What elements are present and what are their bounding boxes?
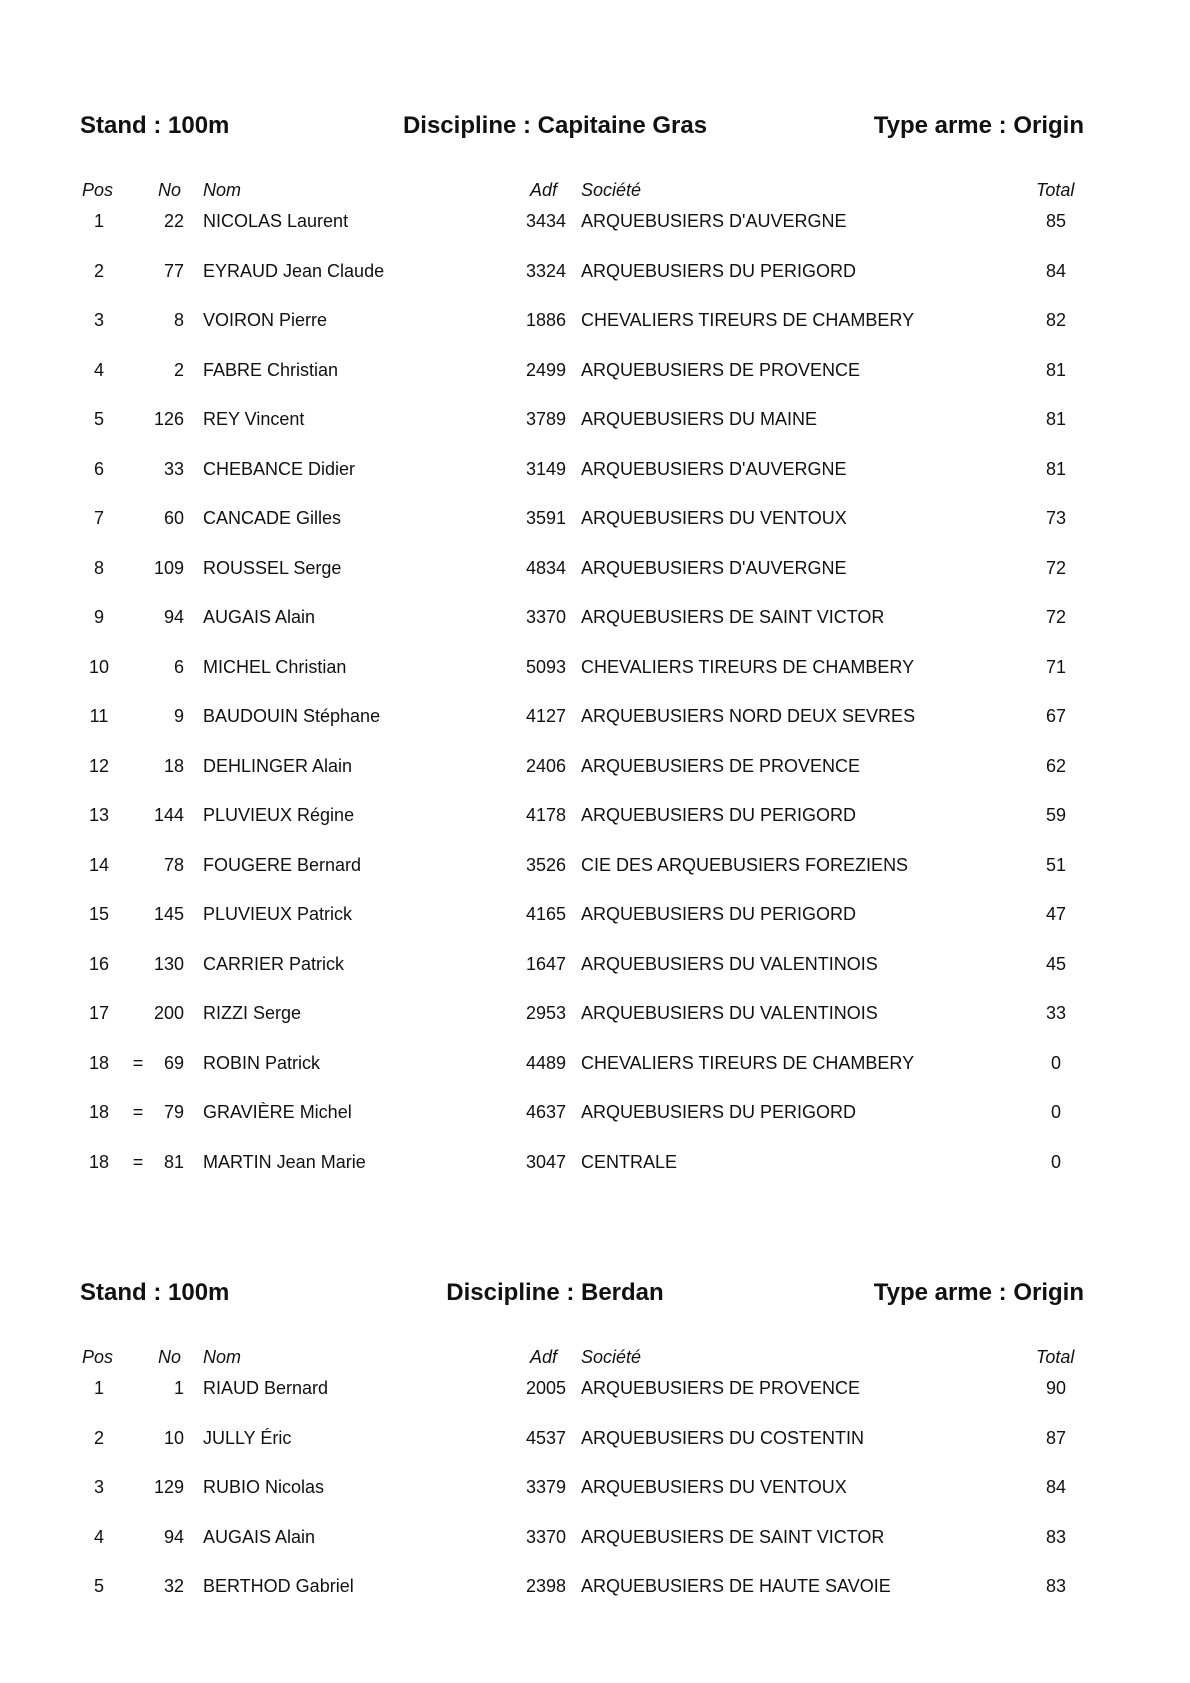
bib-number-cell: 130 [153, 953, 184, 974]
table-row [0, 506, 1190, 556]
position-cell: 15 [88, 904, 110, 924]
bib-number-cell: 33 [163, 458, 184, 479]
table-row [0, 952, 1190, 1002]
table-row [0, 1150, 1190, 1200]
total-cell: 90 [1045, 1378, 1067, 1398]
total-cell: 0 [1050, 1151, 1061, 1172]
table-row [0, 902, 1190, 952]
position-cell: 3 [93, 1477, 104, 1497]
name-cell: CANCADE Gilles [203, 508, 342, 528]
section-heading [0, 112, 1190, 148]
club-cell: ARQUEBUSIERS DU PERIGORD [581, 805, 857, 825]
section-heading [0, 1279, 1190, 1315]
bib-number-cell: 129 [153, 1477, 184, 1497]
bib-number-cell: 94 [163, 1526, 184, 1547]
col-header-adf: Adf [530, 180, 558, 200]
club-cell: ARQUEBUSIERS D'AUVERGNE [581, 458, 847, 479]
weapon-type-label: Type arme : Origin [873, 1279, 1084, 1306]
adf-cell: 3149 [525, 458, 566, 479]
table-row [0, 1475, 1190, 1525]
adf-cell: 3434 [525, 211, 566, 231]
club-cell: ARQUEBUSIERS DU VALENTINOIS [581, 953, 878, 974]
table-row [0, 209, 1190, 259]
name-cell: RUBIO Nicolas [203, 1477, 325, 1497]
club-cell: ARQUEBUSIERS DE PROVENCE [581, 359, 861, 380]
results-section-berdan [0, 1279, 1190, 1624]
total-cell: 62 [1045, 755, 1067, 776]
bib-number-cell: 8 [173, 310, 184, 330]
col-header-total: Total [1036, 180, 1075, 200]
bib-number-cell: 200 [153, 1003, 184, 1023]
position-cell: 1 [93, 211, 104, 231]
col-header-no: No [158, 180, 182, 200]
adf-cell: 2398 [525, 1576, 566, 1596]
position-cell: 18 [88, 1052, 110, 1073]
name-cell: NICOLAS Laurent [203, 211, 349, 231]
results-list [0, 1376, 1190, 1624]
adf-cell: 1886 [525, 310, 566, 330]
bib-number-cell: 2 [173, 359, 184, 380]
club-cell: ARQUEBUSIERS DU VENTOUX [581, 508, 847, 528]
table-row [0, 308, 1190, 358]
discipline-label: Discipline : Berdan [446, 1279, 664, 1306]
total-cell: 82 [1045, 310, 1067, 330]
adf-cell: 3370 [525, 1526, 566, 1547]
position-cell: 9 [93, 607, 104, 627]
table-row [0, 1376, 1190, 1426]
club-cell: ARQUEBUSIERS D'AUVERGNE [581, 557, 847, 578]
club-cell: CIE DES ARQUEBUSIERS FOREZIENS [581, 854, 909, 875]
name-cell: CARRIER Patrick [203, 953, 345, 974]
name-cell: CHEBANCE Didier [203, 458, 356, 479]
bib-number-cell: 10 [163, 1427, 184, 1448]
club-cell: ARQUEBUSIERS DE PROVENCE [581, 755, 861, 776]
table-row [0, 1051, 1190, 1101]
bib-number-cell: 78 [163, 854, 184, 875]
total-cell: 47 [1045, 904, 1067, 924]
results-list [0, 209, 1190, 1199]
name-cell: REY Vincent [203, 409, 305, 429]
table-row [0, 1525, 1190, 1575]
total-cell: 81 [1045, 409, 1067, 429]
position-cell: 14 [88, 854, 110, 875]
position-cell: 16 [88, 953, 110, 974]
name-cell: AUGAIS Alain [203, 607, 316, 627]
table-row [0, 605, 1190, 655]
weapon-type-label: Type arme : Origin [873, 112, 1084, 139]
bib-number-cell: 145 [153, 904, 184, 924]
adf-cell: 3789 [525, 409, 566, 429]
bib-number-cell: 94 [163, 607, 184, 627]
bib-number-cell: 69 [163, 1052, 184, 1073]
name-cell: BERTHOD Gabriel [203, 1576, 354, 1596]
tie-marker: = [132, 1151, 144, 1172]
position-cell: 17 [88, 1003, 110, 1023]
table-row [0, 556, 1190, 606]
adf-cell: 4637 [525, 1102, 566, 1122]
col-header-no: No [158, 1347, 182, 1367]
club-cell: ARQUEBUSIERS DU PERIGORD [581, 904, 857, 924]
column-header-row [0, 178, 1190, 202]
adf-cell: 4489 [525, 1052, 566, 1073]
bib-number-cell: 77 [163, 260, 184, 281]
position-cell: 2 [93, 1427, 104, 1448]
name-cell: EYRAUD Jean Claude [203, 260, 385, 281]
name-cell: BAUDOUIN Stéphane [203, 706, 381, 726]
total-cell: 83 [1045, 1576, 1067, 1596]
results-section-capitaine-gras [0, 112, 1190, 1199]
position-cell: 8 [93, 557, 104, 578]
discipline-label: Discipline : Capitaine Gras [402, 112, 708, 139]
stand-label: Stand : 100m [80, 112, 230, 139]
club-cell: ARQUEBUSIERS DE SAINT VICTOR [581, 607, 885, 627]
stand-label: Stand : 100m [80, 1279, 230, 1306]
adf-cell: 3379 [525, 1477, 566, 1497]
position-cell: 12 [88, 755, 110, 776]
total-cell: 33 [1045, 1003, 1067, 1023]
table-row [0, 655, 1190, 705]
club-cell: ARQUEBUSIERS DU PERIGORD [581, 260, 857, 281]
position-cell: 7 [93, 508, 104, 528]
club-cell: ARQUEBUSIERS D'AUVERGNE [581, 211, 847, 231]
table-row [0, 1001, 1190, 1051]
position-cell: 6 [93, 458, 104, 479]
table-row [0, 704, 1190, 754]
adf-cell: 4537 [525, 1427, 566, 1448]
adf-cell: 3324 [525, 260, 566, 281]
table-row [0, 259, 1190, 309]
table-row [0, 1574, 1190, 1624]
position-cell: 2 [93, 260, 104, 281]
name-cell: FABRE Christian [203, 359, 339, 380]
bib-number-cell: 1 [173, 1378, 184, 1398]
club-cell: ARQUEBUSIERS DU COSTENTIN [581, 1427, 865, 1448]
club-cell: ARQUEBUSIERS DE PROVENCE [581, 1378, 861, 1398]
position-cell: 1 [93, 1378, 104, 1398]
table-row [0, 803, 1190, 853]
adf-cell: 5093 [525, 656, 566, 677]
total-cell: 59 [1045, 805, 1067, 825]
adf-cell: 1647 [525, 953, 566, 974]
adf-cell: 4165 [525, 904, 566, 924]
total-cell: 67 [1045, 706, 1067, 726]
name-cell: DEHLINGER Alain [203, 755, 353, 776]
table-row [0, 1426, 1190, 1476]
name-cell: RIAUD Bernard [203, 1378, 329, 1398]
table-row [0, 754, 1190, 804]
bib-number-cell: 79 [163, 1102, 184, 1122]
col-header-pos: Pos [82, 180, 114, 200]
bib-number-cell: 144 [153, 805, 184, 825]
name-cell: RIZZI Serge [203, 1003, 302, 1023]
total-cell: 51 [1045, 854, 1067, 875]
position-cell: 4 [93, 359, 104, 380]
tie-marker: = [132, 1052, 144, 1073]
col-header-societe: Société [581, 180, 642, 200]
total-cell: 71 [1045, 656, 1067, 677]
name-cell: PLUVIEUX Patrick [203, 904, 353, 924]
total-cell: 73 [1045, 508, 1067, 528]
position-cell: 5 [93, 1576, 104, 1596]
position-cell: 4 [93, 1526, 104, 1547]
table-row [0, 1100, 1190, 1150]
bib-number-cell: 9 [173, 706, 184, 726]
name-cell: ROUSSEL Serge [203, 557, 342, 578]
club-cell: CHEVALIERS TIREURS DE CHAMBERY [581, 310, 915, 330]
adf-cell: 4834 [525, 557, 566, 578]
bib-number-cell: 6 [173, 656, 184, 677]
name-cell: MARTIN Jean Marie [203, 1151, 366, 1172]
name-cell: PLUVIEUX Régine [203, 805, 355, 825]
adf-cell: 2406 [525, 755, 566, 776]
position-cell: 10 [88, 656, 110, 677]
club-cell: CHEVALIERS TIREURS DE CHAMBERY [581, 656, 915, 677]
name-cell: AUGAIS Alain [203, 1526, 316, 1547]
col-header-societe: Société [581, 1347, 642, 1367]
total-cell: 0 [1050, 1052, 1061, 1073]
position-cell: 5 [93, 409, 104, 429]
bib-number-cell: 18 [163, 755, 184, 776]
col-header-nom: Nom [203, 1347, 242, 1367]
bib-number-cell: 60 [163, 508, 184, 528]
total-cell: 0 [1050, 1102, 1061, 1122]
bib-number-cell: 22 [163, 211, 184, 231]
club-cell: CENTRALE [581, 1151, 678, 1172]
total-cell: 84 [1045, 260, 1067, 281]
bib-number-cell: 32 [163, 1576, 184, 1596]
bib-number-cell: 126 [153, 409, 184, 429]
adf-cell: 3370 [525, 607, 566, 627]
name-cell: ROBIN Patrick [203, 1052, 321, 1073]
club-cell: ARQUEBUSIERS DU PERIGORD [581, 1102, 857, 1122]
adf-cell: 4178 [525, 805, 566, 825]
adf-cell: 3047 [525, 1151, 566, 1172]
total-cell: 85 [1045, 211, 1067, 231]
adf-cell: 2499 [525, 359, 566, 380]
col-header-nom: Nom [203, 180, 242, 200]
club-cell: ARQUEBUSIERS DU VENTOUX [581, 1477, 847, 1497]
total-cell: 72 [1045, 607, 1067, 627]
table-row [0, 407, 1190, 457]
bib-number-cell: 109 [153, 557, 184, 578]
adf-cell: 2005 [525, 1378, 566, 1398]
club-cell: ARQUEBUSIERS DE HAUTE SAVOIE [581, 1576, 891, 1596]
adf-cell: 3526 [525, 854, 566, 875]
col-header-pos: Pos [82, 1347, 114, 1367]
total-cell: 84 [1045, 1477, 1067, 1497]
bib-number-cell: 81 [163, 1151, 184, 1172]
club-cell: ARQUEBUSIERS DU MAINE [581, 409, 818, 429]
total-cell: 87 [1045, 1427, 1067, 1448]
col-header-total: Total [1036, 1347, 1075, 1367]
adf-cell: 3591 [525, 508, 566, 528]
name-cell: GRAVIÈRE Michel [203, 1102, 352, 1122]
position-cell: 13 [88, 805, 110, 825]
club-cell: CHEVALIERS TIREURS DE CHAMBERY [581, 1052, 915, 1073]
position-cell: 18 [88, 1102, 110, 1122]
position-cell: 3 [93, 310, 104, 330]
table-row [0, 457, 1190, 507]
tie-marker: = [132, 1102, 144, 1122]
name-cell: MICHEL Christian [203, 656, 347, 677]
total-cell: 72 [1045, 557, 1067, 578]
column-header-row [0, 1345, 1190, 1369]
name-cell: VOIRON Pierre [203, 310, 328, 330]
adf-cell: 2953 [525, 1003, 566, 1023]
club-cell: ARQUEBUSIERS DE SAINT VICTOR [581, 1526, 885, 1547]
name-cell: FOUGERE Bernard [203, 854, 362, 875]
table-row [0, 853, 1190, 903]
total-cell: 83 [1045, 1526, 1067, 1547]
name-cell: JULLY Éric [203, 1427, 292, 1448]
total-cell: 81 [1045, 458, 1067, 479]
position-cell: 11 [89, 706, 109, 726]
position-cell: 18 [88, 1151, 110, 1172]
club-cell: ARQUEBUSIERS DU VALENTINOIS [581, 1003, 878, 1023]
club-cell: ARQUEBUSIERS NORD DEUX SEVRES [581, 706, 916, 726]
total-cell: 45 [1045, 953, 1067, 974]
adf-cell: 4127 [525, 706, 566, 726]
table-row [0, 358, 1190, 408]
col-header-adf: Adf [530, 1347, 558, 1367]
total-cell: 81 [1045, 359, 1067, 380]
